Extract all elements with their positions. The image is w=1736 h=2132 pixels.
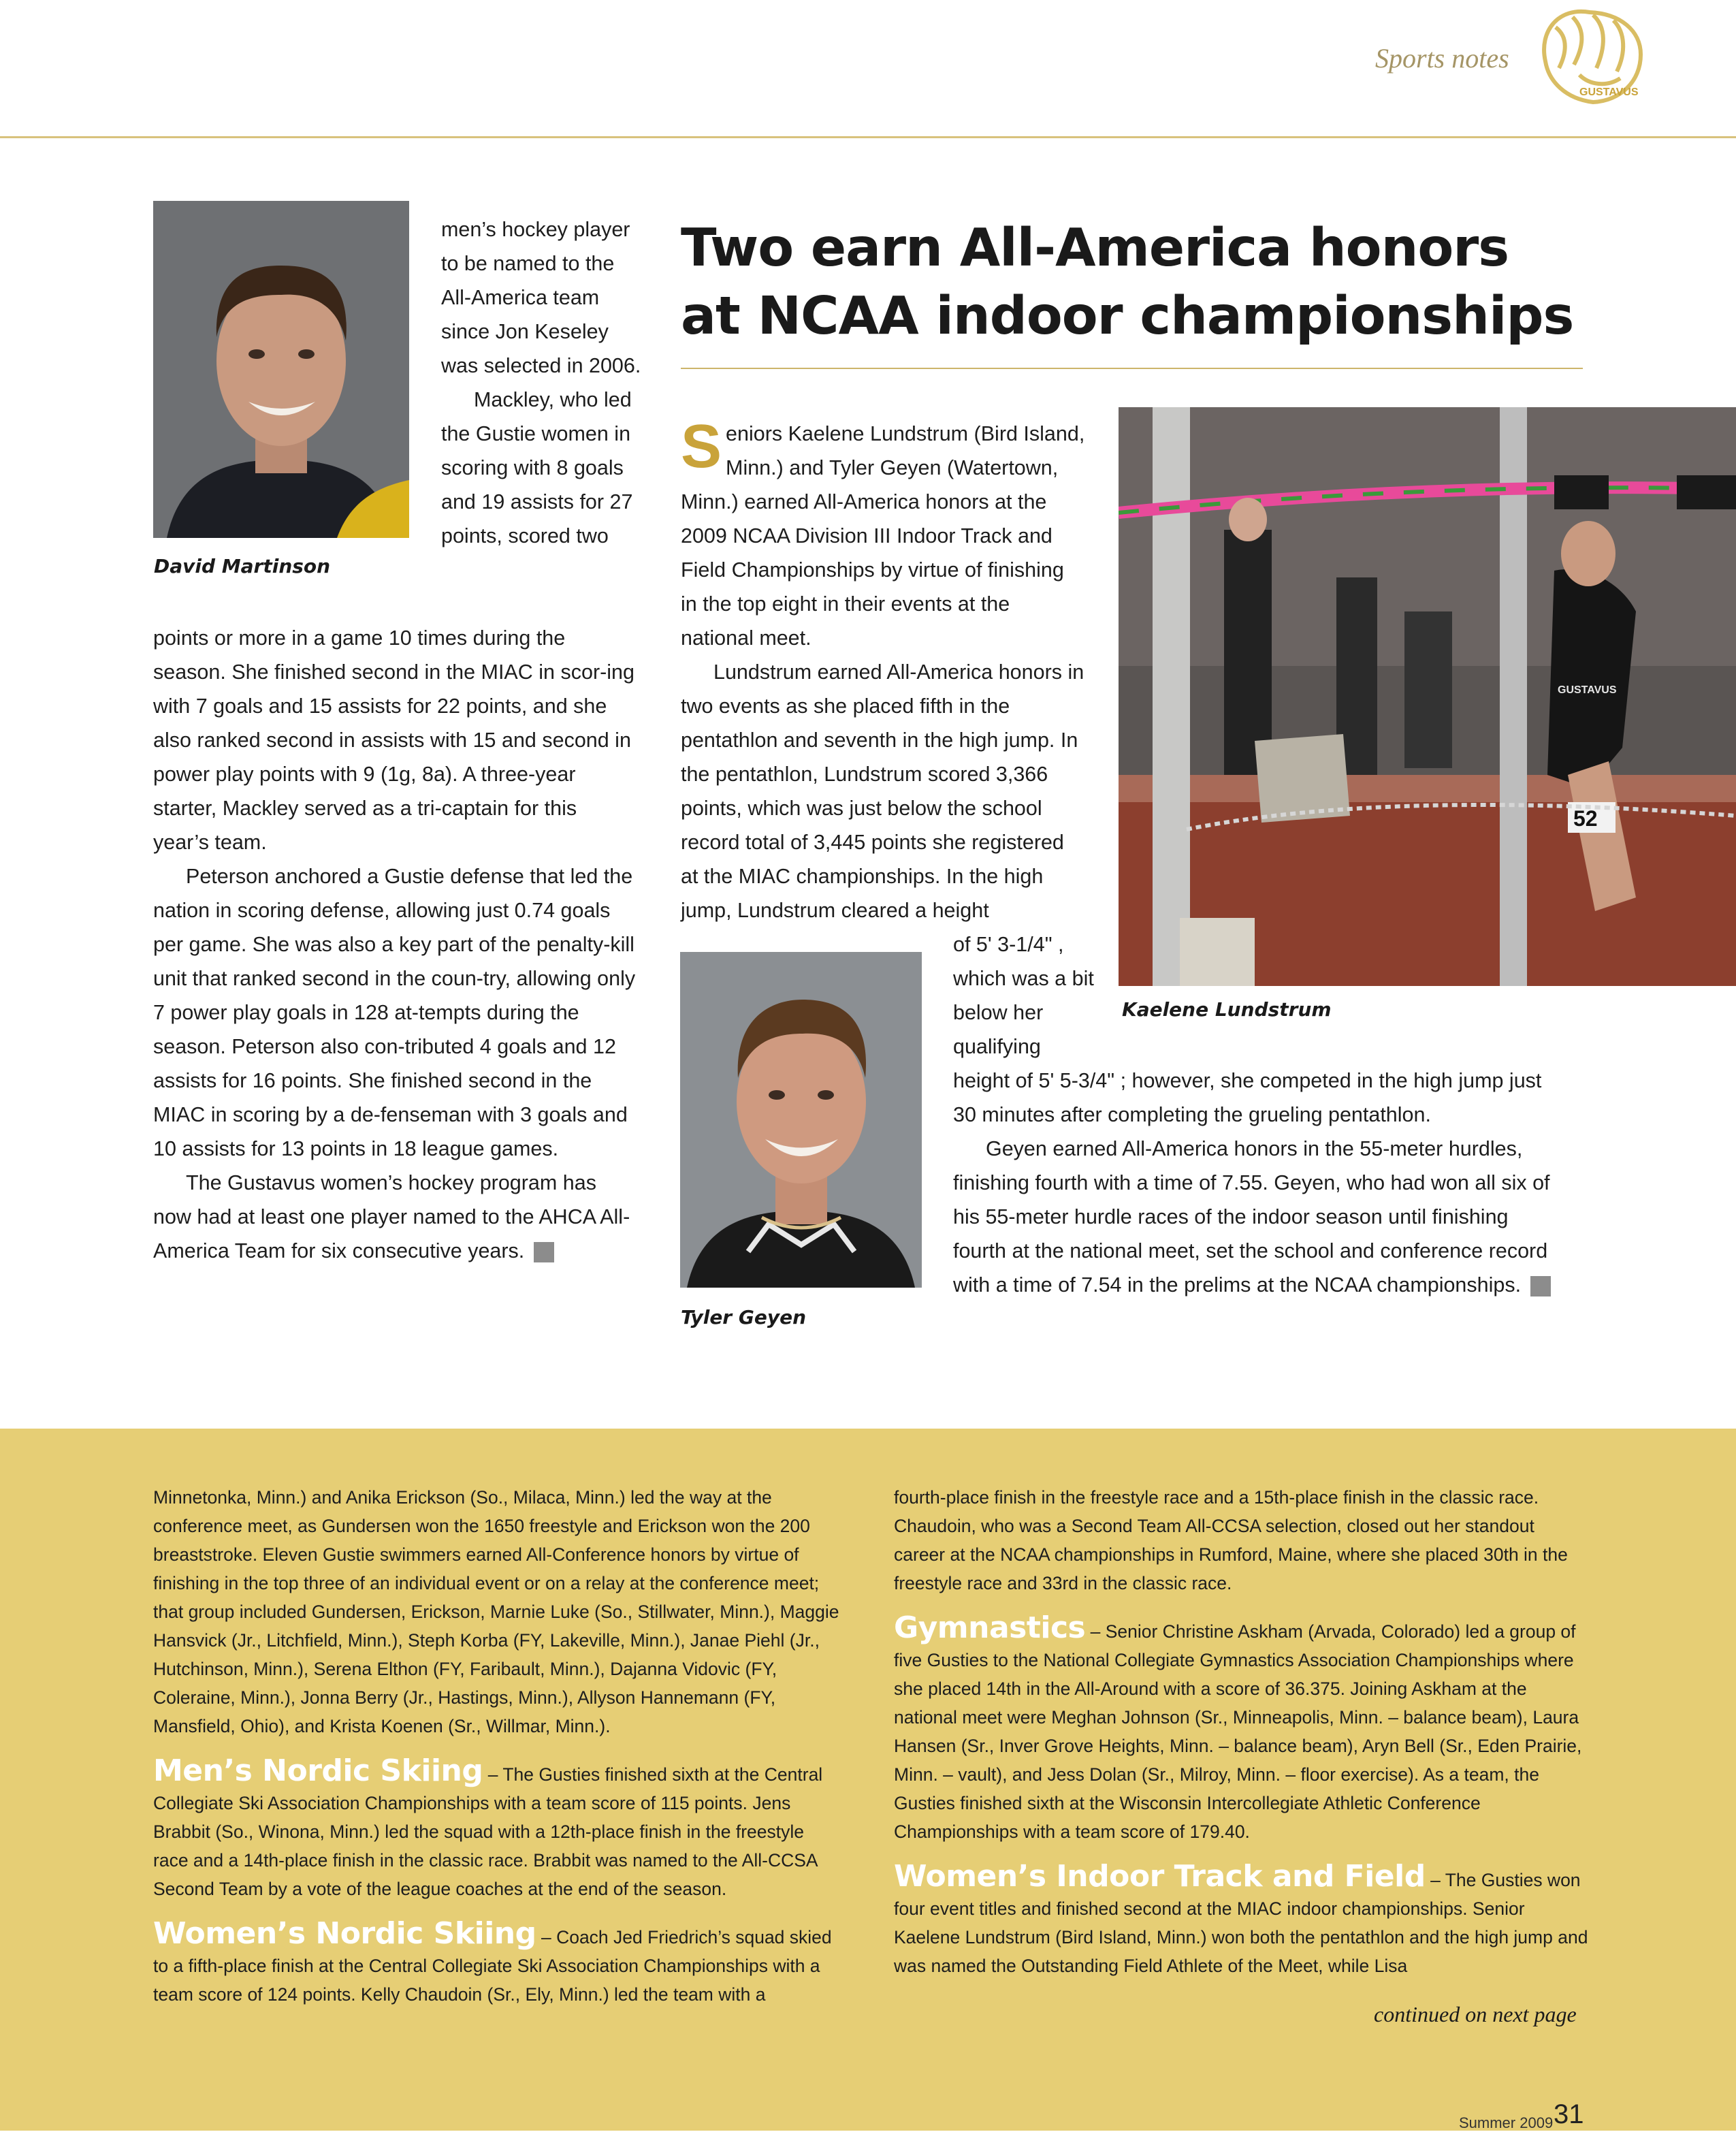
header-rule (0, 136, 1736, 138)
sports-notes-sidebar (0, 1429, 1736, 2131)
article-headline: Two earn All-America honors at NCAA indoor championships (681, 218, 1574, 347)
swimming-paragraph: Minnetonka, Minn.) and Anika Erickson (So., Milaca, Minn.) led the way at the conference meet, as Gundersen won the 1650 freestyle and Erickson won the 200 breaststroke. Eleven Gustie swimmers earned All-Conference honors by virtue of finishing in the top three of an individual event or on a relay at the conference meet; that group included Gundersen, Erickson, Marnie Luke (So., Stillwater, Minn.), Maggie Hansvick (Jr., Litchfield, Minn.), Steph Korba (FY, Lakeville, Minn.), Janae Piehl (Jr., Hutchinson, Minn.), Serena Elthon (FY, Faribault, Minn.), Dajanna Vidovic (FY, Coleraine, Minn.), Jonna Berry (Jr., Hastings, Minn.), Allyson Hannemann (FY, Mansfield, Ohio), and Krista Koenen (Sr., Willmar, Minn.). (153, 1487, 839, 1736)
running-head: Sports notes (1375, 43, 1509, 74)
photo-kaelene-lundstrum (1119, 407, 1736, 986)
section-head-gymnastics: Gymnastics (894, 1610, 1086, 1645)
mens-nordic-text: – The Gusties finished sixth at the Central Collegiate Ski Association Championships with a team score of 115 points. Jens Brabbit (So., Winona, Minn.) led the squad with a 12th-place finish in the freestyle race and a 14th-place finish in the classic race. Brabbit was named to the All-CCSA Second Team by a vote of the league coaches at the end of the season. (153, 1764, 823, 1899)
folio-season: Summer 2009 (1459, 2114, 1554, 2131)
section-head-mens-nordic: Men’s Nordic Skiing (153, 1753, 483, 1788)
nordic-continued-paragraph: fourth-place finish in the freestyle race and a 15th-place finish in the classic race. Chaudoin, who was a Second Team All-CCSA selection, closed out her standout career at the NCAA championships in Rumford, Maine, where she placed 30th in the freestyle race and 33rd in the classic race. (894, 1487, 1568, 1593)
paragraph-lundstrum-end: height of 5' 5-3/4" ; however, she competed in the high jump just 30 minutes after completing the grueling pentathlon. (953, 1069, 1542, 1126)
photo-caption-lundstrum: Kaelene Lundstrum (1122, 998, 1332, 1021)
bib-number: 52 (1573, 806, 1598, 831)
end-mark-icon-article: G (1530, 1276, 1551, 1296)
photo-caption-martinson: David Martinson (154, 555, 331, 577)
paragraph-mackley-rest: points or more in a game 10 times during the season. She finished second in the MIAC in scor-ing with 7 goals and 15 assists for 22 points, and she also ranked second in assists with 15 and second in power play points with 9 (1g, 8a). A three-year starter, Mackley served as a tri-captain for this year’s team. (153, 626, 634, 854)
left-column-text (153, 621, 637, 1268)
sidebar-right-column (894, 1483, 1590, 1996)
end-mark-icon: G (534, 1242, 554, 1262)
logo-text: GUSTAVUS (1579, 86, 1639, 98)
lion-logo-icon (1532, 0, 1647, 109)
gymnastics-text: – Senior Christine Askham (Arvada, Colorado) led a group of five Gusties to the National Collegiate Gymnastics Association Championships where she placed 14th in the All-Around with a score of 36.375. Joining Askham at the national meet were Meghan Johnson (Sr., Minneapolis, Minn. – balance beam), Laura Hansen (Sr., Inver Grove Heights, Minn. – balance beam), Aryn Bell (Sr., Eden Prairie, Minn. – vault), and Jess Dolan (Sr., Milroy, Minn. – floor exercise). As a team, the Gusties finished sixth at the Wisconsin Intercollegiate Athletic Conference Championships with a team score of 179.40. (894, 1621, 1582, 1842)
paragraph-mackley-start: Mackley, who led the Gustie women in scoring with 8 goals and 19 assists for 27 points, scored two (441, 388, 633, 547)
section-head-womens-track: Women’s Indoor Track and Field (894, 1859, 1426, 1894)
paragraph-lundstrum-narrow: of 5' 3-1/4" , which was a bit below her qualifying (953, 933, 1094, 1058)
photo-caption-geyen: Tyler Geyen (681, 1306, 807, 1328)
text-beside-photo (441, 212, 642, 553)
article-continuation-text (953, 1064, 1576, 1302)
womens-nordic-text: – Coach Jed Friedrich’s squad skied to a fifth-place finish at the Central Collegiate Ski Association Championships with a team score of 124 points. Kelly Chaudoin (Sr., Ely, Minn.) led the team with a (153, 1927, 832, 2005)
jersey-text: GUSTAVUS (1558, 684, 1617, 696)
paragraph-end-previous: men’s hockey player to be named to the All-America team since Jon Keseley was selected in 2006. (441, 218, 641, 377)
drop-cap: S (681, 413, 722, 481)
section-head-womens-nordic: Women’s Nordic Skiing (153, 1916, 536, 1951)
paragraph-intro: eniors Kaelene Lundstrum (Bird Island, Minn.) and Tyler Geyen (Watertown, Minn.) earned All-America honors at the 2009 NCAA Division III Indoor Track and Field Championships by virtue of finishing in the top eight in their events at the national meet. (681, 422, 1085, 650)
womens-track-text: – The Gusties won four event titles and finished second at the MIAC indoor championships. Senior Kaelene Lundstrum (Bird Island, Minn.) won both the pentathlon and the high jump and was named the Outstanding Field Athlete of the Meet, while Lisa (894, 1870, 1588, 1976)
headline-rule (681, 368, 1583, 369)
paragraph-lundstrum: Lundstrum earned All-America honors in two events as she placed fifth in the pentathlon and seventh in the high jump. In the pentathlon, Lundstrum scored 3,366 points, which was just below the school record total of 3,445 points she registered at the MIAC championships. In the high jump, Lundstrum cleared a height (681, 661, 1084, 922)
text-beside-tyler-photo (953, 927, 1096, 1064)
paragraph-program: The Gustavus women’s hockey program has now had at least one player named to the AHCA All-America Team for six consecutive years. (153, 1171, 630, 1262)
page-number: 31 (1554, 2099, 1584, 2129)
sidebar-left-column (153, 1483, 841, 2025)
paragraph-peterson: Peterson anchored a Gustie defense that led the nation in scoring defense, allowing just 0.74 goals per game. She was also a key part of the penalty-kill unit that ranked second in the coun-try, allowing only 7 power play goals in 128 at-tempts during the season. Peterson also con-tributed 4 goals and 12 assists for 16 points. She finished second in the MIAC in scoring by a de-fenseman with 3 goals and 10 assists for 13 points in 18 league games. (153, 865, 636, 1160)
photo-tyler-geyen (680, 952, 922, 1288)
paragraph-geyen: Geyen earned All-America honors in the 55-meter hurdles, finishing fourth with a time of 7.55. Geyen, who had won all six of his 55-meter hurdle races of the indoor season until finishing fourth at the national meet, set the school and conference record with a time of 7.54 in the prelims at the NCAA championships. (953, 1137, 1550, 1296)
continued-note: continued on next page (1374, 2002, 1577, 2026)
article-column-text (681, 413, 1086, 927)
photo-david-martinson (153, 201, 409, 538)
